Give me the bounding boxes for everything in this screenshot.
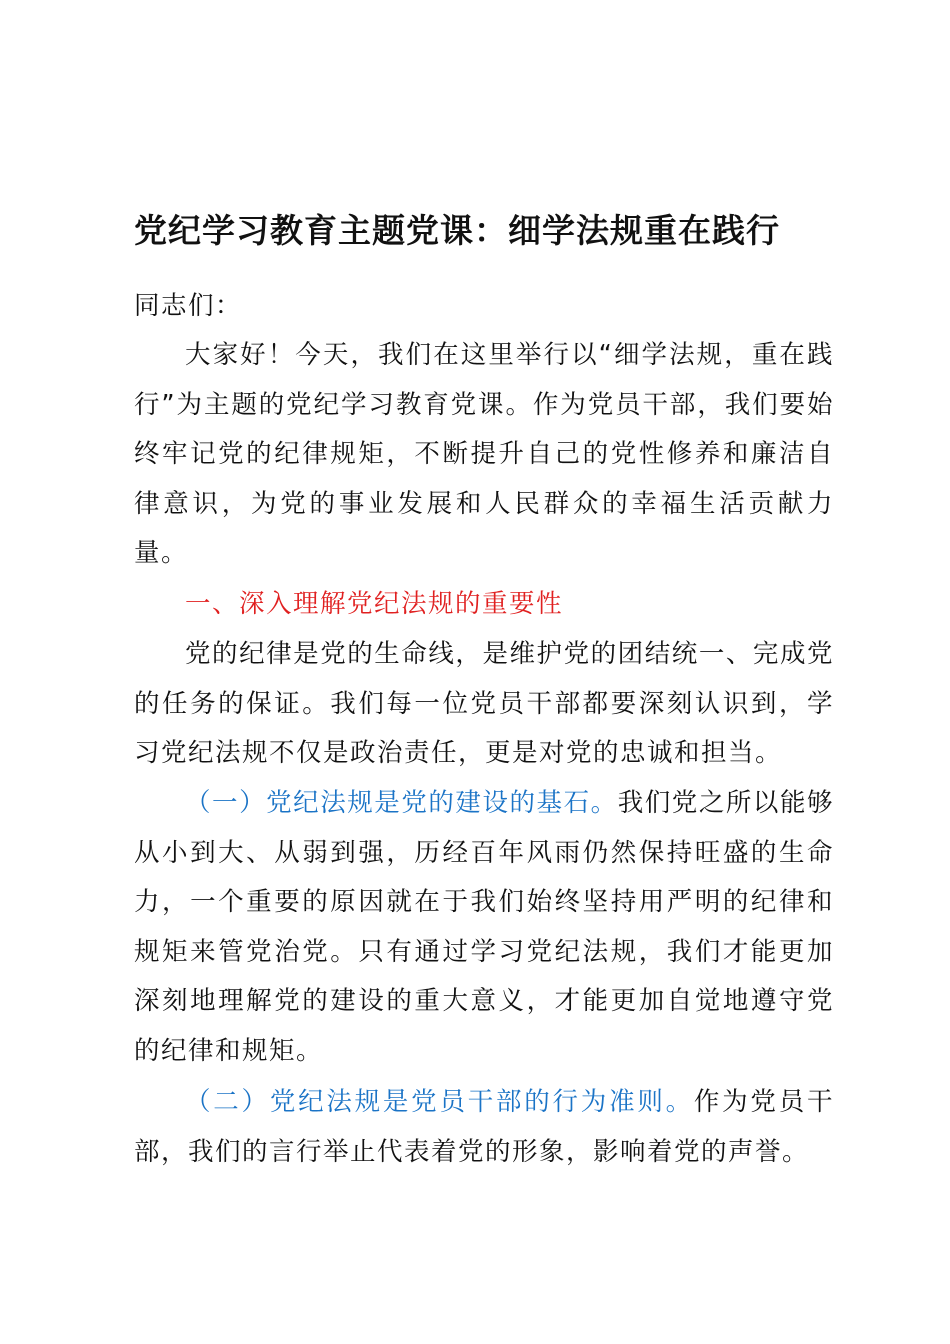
section-1-paragraph: 党的纪律是党的生命线，是维护党的团结统一、完成党的任务的保证。我们每一位党员干部都要深刻认识到，学习党纪法规不仅是政治责任，更是对党的忠诚和担当。 [134,639,834,768]
subsection-2-heading: （二）党纪法规是党员干部的行为准则。 [185,1087,694,1117]
salutation: 同志们： [134,291,243,321]
section-1-heading: 一、深入理解党纪法规的重要性 [185,589,564,619]
intro-paragraph: 大家好！今天，我们在这里举行以“细学法规，重在践行”为主题的党纪学习教育党课。作为党员干部，我们要始终牢记党的纪律规矩，不断提升自己的党性修养和廉洁自律意识，为党的事业发展和人民群众的幸福生活贡献力量。 [134,340,834,568]
subsection-1-heading: （一）党纪法规是党的建设的基石。 [185,788,618,818]
subsection-1-text: 我们党之所以能够从小到大、从弱到强，历经百年风雨仍然保持旺盛的生命力，一个重要的原因就在于我们始终坚持用严明的纪律和规矩来管党治党。只有通过学习党纪法规，我们才能更加深刻地理解党的建设的重大意义，才能更加自觉地遵守党的纪律和规矩。 [134,788,834,1066]
document-title: 党纪学习教育主题党课：细学法规重在践行 [134,211,780,250]
subsection-1-paragraph [134,779,834,1076]
subsection-2-text: 作为党员干部，我们的言行举止代表着党的形象，影响着党的声誉。 [134,1087,834,1167]
subsection-2-paragraph [134,1078,834,1177]
